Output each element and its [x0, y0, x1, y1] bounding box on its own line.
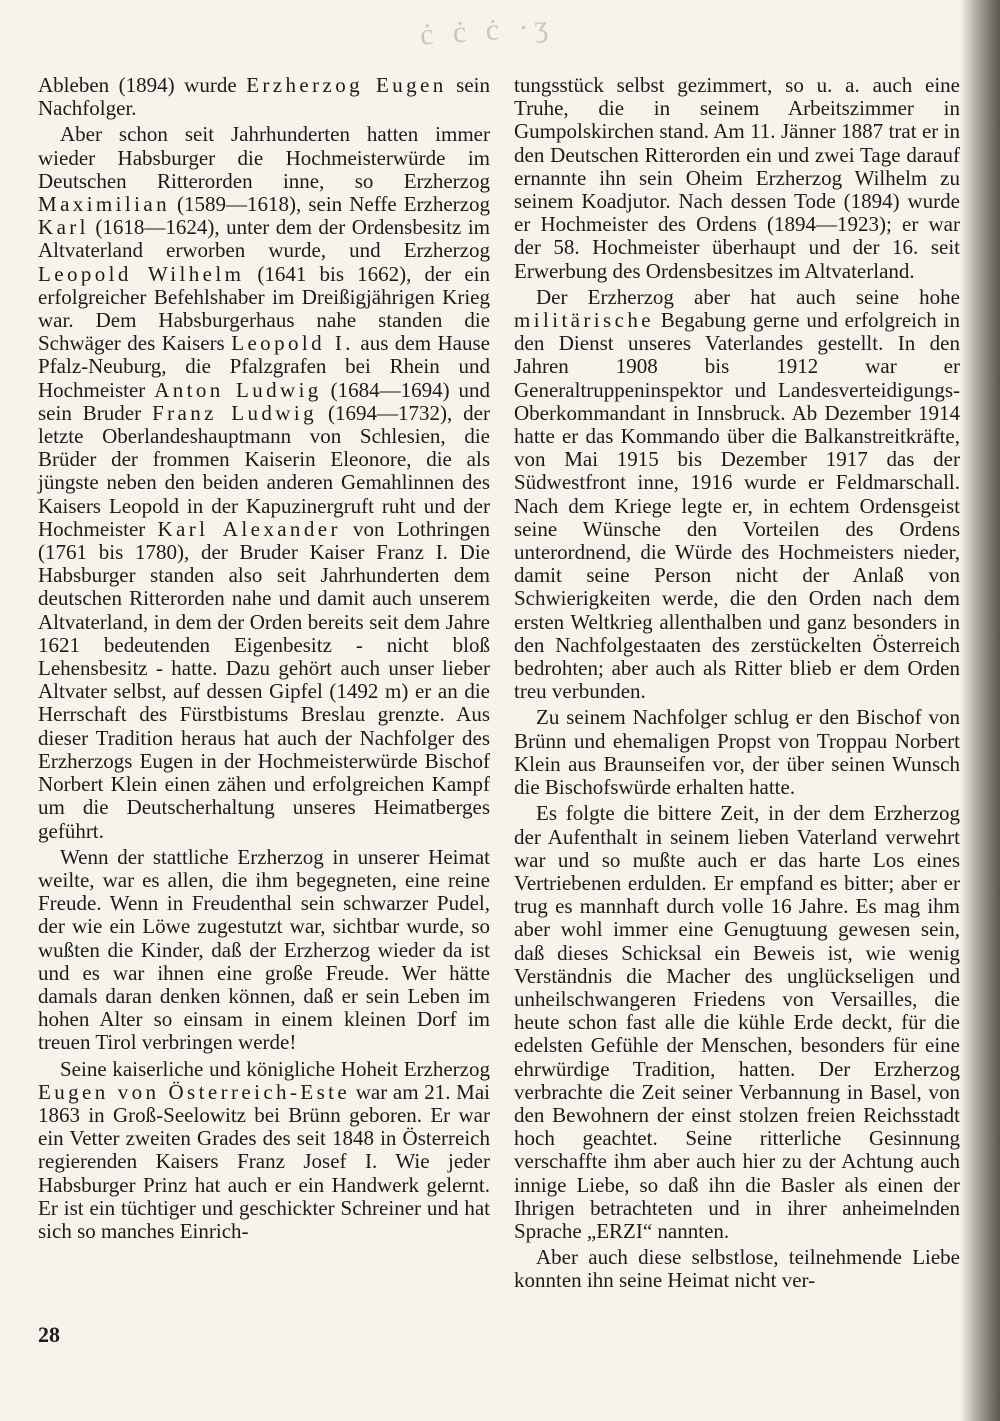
paragraph-left-1: Ableben (1894) wurde Erzherzog Eugen sein Nachfolger. [38, 73, 490, 121]
paragraph-left-3: Wenn der stattliche Erzherzog in unserer Heimat weilte, war es allen, die ihm begegneten, eine reine Freude. Wenn in Freudenthal sein schwarzer Pudel, der wie ein Löwe zugestutzt war, sichtbar wurde, so wußten die Kinder, daß der Erzherzog wieder da ist und es war ihnen eine große Freude. Wer hätte damals daran denken können, daß er sein Leben im hohen Alter so einsam in einem kleinen Dorf im treuen Tirol verbringen werde! [38, 844, 490, 1055]
binding-shadow [960, 0, 1000, 1421]
scan-handwritten-mark: ċ ċ ċ ·ʒ [418, 9, 555, 52]
paragraph-right-1: tungsstück selbst gezimmert, so u. a. auch eine Truhe, die in seinem Arbeitszimmer in Gumpolskirchen stand. Am 11. Jänner 1887 trat er in den Deutschen Ritterorden ein und zwei Tage darauf ernannte ihn sein Oheim Erzherzog Wilhelm zu seinem Koadjutor. Nach dessen Tode (1894) wurde er Hochmeister des Ordens (1894—1923); er war der 58. Hochmeister überhaupt und der 16. seit Erwerbung des Ordensbesitzes im Altvaterland. [514, 73, 960, 283]
page-number: 28 [38, 1322, 60, 1347]
left-column [38, 74, 490, 1246]
right-column [514, 74, 960, 1296]
paragraph-left-4: Seine kaiserliche und königliche Hoheit Erzherzog Eugen von Österreich-Este war am 21. Mai 1863 in Groß-Seelowitz bei Brünn geboren. Er war ein Vetter zweiten Grades des seit 1848 in Österreich regierenden Kaisers Franz Josef I. Wie jeder Habsburger Prinz hat auch er ein Handwerk gelernt. Er ist ein tüchtiger und geschickter Schreiner und hat sich so manches Einrich- [38, 1056, 490, 1243]
paragraph-right-3: Zu seinem Nachfolger schlug er den Bischof von Brünn und ehemaligen Propst von Troppau Norbert Klein aus Braunseifen vor, der über seinen Wunsch die Bischofswürde erhalten hatte. [514, 705, 960, 800]
paragraph-right-2: Der Erzherzog aber hat auch seine hohe militärische Begabung gerne und erfolgreich in den Dienst unseres Vaterlandes gestellt. In den Jahren 1908 bis 1912 war er Generaltruppeninspektor und Landesverteidigungs-Oberkommandant in Innsbruck. Ab Dezember 1914 hatte er das Kommando über die Balkanstreitkräfte, von Mai 1915 bis Dezember 1917 das der Südwestfront inne, 1916 wurde er Feldmarschall. Nach dem Kriege legte er, in echtem Ordensgeist seine Wünsche den Vorteilen des Ordens unterordnend, die Würde des Hochmeisters nieder, damit seine Person nicht der Anlaß von Schwierigkeiten werde, die den Orden nach dem ersten Weltkrieg allenthalben und ganz besonders in den Nachfolgestaaten des zerstückelten Österreich bedrohten; aber auch als Ritter blieb er dem Orden treu verbunden. [514, 284, 960, 704]
paragraph-right-5: Aber auch diese selbstlose, teilnehmende Liebe konnten ihn seine Heimat nicht ver- [514, 1245, 960, 1293]
paragraph-left-2: Aber schon seit Jahrhunderten hatten immer wieder Habsburger die Hochmeisterwürde im Deutschen Ritterorden inne, so Erzherzog Maximilian (1589—1618), sein Neffe Erzherzog Karl (1618—1624), unter dem der Ordensbesitz im Altvaterland erworben wurde, und Erzherzog Leopold Wilhelm (1641 bis 1662), der ein erfolgreicher Befehlshaber im Dreißigjährigen Krieg war. Dem Habsburgerhaus nahe standen die Schwäger des Kaisers Leopold I. aus dem Hause Pfalz-Neuburg, die Pfalzgrafen bei Rhein und Hochmeister Anton Ludwig (1684—1694) und sein Bruder Franz Ludwig (1694—1732), der letzte Oberlandeshauptmann von Schlesien, die Brüder der frommen Kaiserin Eleonore, die als jüngste neben den beiden anderen Gemahlinnen des Kaisers Leopold in der Kapuzinergruft ruht und der Hochmeister Karl Alexander von Lothringen (1761 bis 1780), der Bruder Kaiser Franz I. Die Habsburger standen also seit Jahrhunderten dem deutschen Ritterorden nahe und damit auch unserem Altvaterland, in dem der Orden bereits seit dem Jahre 1621 bedeutenden Eigenbesitz - nicht bloß Lehensbesitz - hatte. Dazu gehört auch unser lieber Altvater selbst, auf dessen Gipfel (1492 m) er an die Herrschaft des Fürstbistums Breslau grenzte. Aus dieser Tradition heraus hat auch der Nachfolger des Erzherzogs Eugen in der Hochmeisterwürde Bischof Norbert Klein einen zähen und erfolgreichen Kampf um die Deutscherhaltung unseres Heimatberges geführt. [38, 122, 491, 843]
paragraph-right-4: Es folgte die bittere Zeit, in der dem Erzherzog der Aufenthalt in seinem lieben Vaterland verwehrt war und so mußte auch er das harte Los eines Vertriebenen erdulden. Er empfand es bitter; aber er trug es mannhaft durch volle 16 Jahre. Es mag ihm aber wohl immer eine Genugtuung gewesen sein, daß dieses Schicksal ein Beweis ist, wie wenig Verständnis die Macher des unglückseligen und unheilschwangeren Friedens von Versailles, die heute schon fast alle die kühle Erde deckt, für die edelsten Gefühle der Menschen, besonders für eine ehrwürdige Tradition, hatten. Der Erzherzog verbrachte die Zeit seiner Verbannung in Basel, von den Bewohnern der einst stolzen freien Reichsstadt hoch geachtet. Seine ritterliche Gesinnung verschaffte ihm aber auch hier zu der Achtung auch innige Liebe, so daß ihn die Basler als einen der Ihrigen betrachteten und in ihrer anheimelnden Sprache „ERZI“ nannten. [514, 801, 960, 1243]
